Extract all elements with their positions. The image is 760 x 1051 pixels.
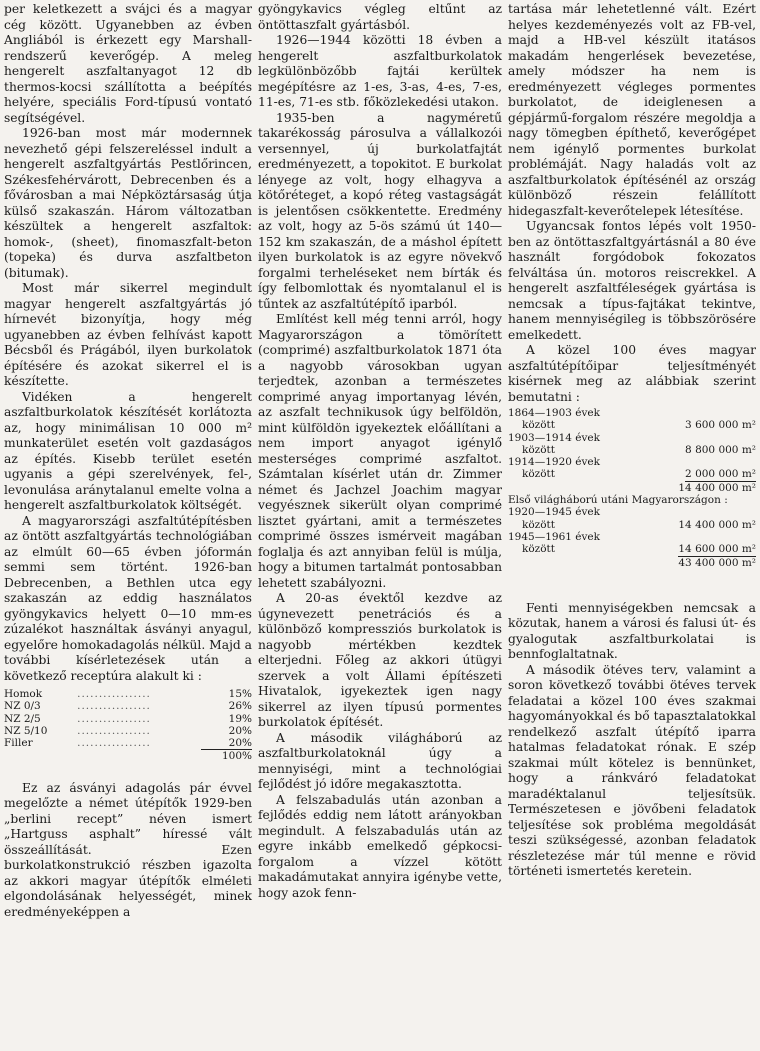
production-statistics xyxy=(508,407,756,569)
paragraph: per keletkezett a svájci és a magyar cég között. Ugyanebben az évben Angliából is érkezett egy Marshall-rendszerű keverőgép. A meleg hengerelt aszfaltanyagot 12 db thermos-kocsi szállította a beépítés helyére, speciális Ford-típusú vontató segítségével. xyxy=(4,2,252,125)
recipe-value: 26% xyxy=(228,700,252,713)
paragraph: Most már sikerrel megindult magyar hengerelt aszfaltgyártás jó hírnevét bizonyítja, hogy még ugyanebben az évben felhívást kapott Bécsből és Prágából, ilyen burkolatok építésére és azokat sikerrel el is készítette. xyxy=(4,281,252,388)
stats-row: között 14 400 000 m² xyxy=(522,518,756,531)
stats-row: között 8 800 000 m² xyxy=(522,443,756,456)
recipe-value: 20% xyxy=(228,724,252,737)
recipe-total: 100% xyxy=(201,750,252,763)
recipe-row: NZ 2/5 ................. 19% xyxy=(4,712,252,725)
stats-value: 14 600 000 m² xyxy=(678,543,756,556)
recipe-row: NZ 0/3 ................. 26% xyxy=(4,700,252,713)
recipe-total-row xyxy=(4,750,252,763)
paragraph: Ugyancsak fontos lépés volt 1950-ben az öntöttaszfaltgyártásnál a 80 éve használt forgódobok fokozatos felváltása ún. motoros reiscrekkel. A hengerelt aszfaltféleségek gyártása is nemcsak a típus-fajtákat tekintve, hanem mennyiségileg is többszörösére emelkedett. xyxy=(508,219,756,342)
stats-row: között 14 600 000 m² xyxy=(522,543,756,556)
paragraph: A felszabadulás után azonban a fejlődés eddig nem látott arányokban megindult. A felszabadulás után az egyre inkább emelkedő gépkocsi-forgalom a vízzel kötött makadámutakat annyira igénybe vette, hogy azok fenn- xyxy=(258,792,502,900)
stats-period: 1903—1914 évek xyxy=(508,431,601,444)
paragraph: A közel 100 éves magyar aszfaltútépítőipar teljesítményét kisérnek meg az alábbiak szerint bemutatni : xyxy=(508,343,756,404)
stats-period: 1914—1920 évek xyxy=(508,456,601,469)
recipe-name: Homok xyxy=(4,688,43,700)
paragraph: Említést kell még tenni arról, hogy Magyarországon a tömörített (comprimé) aszfaltburkolatok 1871 óta a nagyobb városokban ugyan terjedtek, azonban a természetes comprimé anyag importanyag lévén, az aszfalt technikusok úgy belföldön, mint külföldön igyekeztek előállítani a nem import anyagot igénylő mesterséges comprimé aszfaltot. Számtalan kísérlet után dr. Zimmer német és Jachzel Joachim magyar vegyésznek sikerült olyan comprimé lisztet gyártani, amit a természetes comprimé összes ismérveit magában foglalja és azt annyiban felül is múlja, hogy a bitumen tartalmát pontosabban lehetett szabályozni. xyxy=(258,312,502,590)
column-2 xyxy=(258,2,502,901)
stats-subtotal: 14 400 000 m² xyxy=(678,481,756,494)
paragraph: Vidéken a hengerelt aszfaltburkolatok készítését korlátozta az, hogy minimálisan 10 000 m² munkaterület esetén volt gazdaságos az építés. Kisebb terület esetén ugyanis a gépi szerelvények, fel-, levonulása aránytalanul emelte volna a hengerelt aszfaltburkolatok költségét. xyxy=(4,389,252,512)
recipe-value: 19% xyxy=(228,712,252,725)
recipe-value: 20% xyxy=(228,737,252,750)
paragraph: A második világháború az aszfaltburkolatoknál úgy a mennyiségi, mint a technológiai fejlődést jó időre megakasztotta. xyxy=(258,730,502,791)
stats-total-row xyxy=(508,557,756,569)
paragraph: gyöngykavics végleg eltűnt az öntöttaszfalt gyártásból. xyxy=(258,2,502,32)
recipe-value: 15% xyxy=(228,688,252,700)
recipe-name: NZ 5/10 xyxy=(4,724,48,737)
column-1 xyxy=(4,2,252,920)
recipe-row: NZ 5/10 ................. 20% xyxy=(4,724,252,737)
paragraph: Fenti mennyiségekben nemcsak a közutak, hanem a városi és falusi út- és gyalogutak aszfaltburkolatai is bennfoglaltatnak. xyxy=(508,600,756,662)
stats-period: 1864—1903 évek xyxy=(508,407,601,419)
stats-value: 2 000 000 m² xyxy=(685,468,756,481)
stats-period: 1945—1961 évek xyxy=(508,530,601,543)
paragraph: A második ötéves terv, valamint a soron következő további ötéves tervek feladatai a közel 100 éves szakmai hagyományokkal és bő tapasztalatokkal rendelkező aszfalt útépítő iparra hatalmas feladatokat rónak. E szép szakmai múlt kötelez is bennünket, hogy a ránkváró feladatokat maradéktalanul teljesítsük. Természetesen e jövőbeni feladatok teljesítése sok probléma megoldását teszi szükségessé, azonban feladatok részletezése már túl menne e rövid történeti ismertetés keretein. xyxy=(508,662,756,879)
paragraph: A 20-as évektől kezdve az úgynevezett penetrációs és a különböző kompressziós burkolatok is nagyobb mértékben kezdtek elterjedni. Főleg az akkori útügyi szervek a volt Állami építészeti Hivatalok, igyekeztek igen nagy sikerrel az ilyen típusú pormentes burkolatok építését. xyxy=(258,591,502,729)
recipe-row: Filler ................. 20% xyxy=(4,737,252,750)
paragraph: Ez az ásványi adagolás pár évvel megelőzte a német útépítők 1929-ben „berlini recept” néven ismert „Hartguss asphalt” híressé vált összeállítását. Ezen burkolatkonstrukció részben igazolta az akkori magyar útépítők elméleti elgondolásának helyességét, minek eredményeképpen a xyxy=(4,780,252,919)
paragraph: 1926-ban most már modernnek nevezhető gépi felszereléssel indult a hengerelt aszfaltgyártás Pestlőrincen, Székesfehérvárott, Debrecenben és a fővárosban a mai Népköztársaság útja külső szakaszán. Három változatban készültek a hengerelt aszfaltok: homok-, (sheet), finomaszfalt-beton (topeka) és durva aszfaltbeton (bitumak). xyxy=(4,126,252,280)
stats-row: között 2 000 000 m² xyxy=(522,468,756,481)
stats-value: 8 800 000 m² xyxy=(685,443,756,456)
stats-value: 14 400 000 m² xyxy=(678,518,756,531)
stats-section-header: Első világháború utáni Magyarországon : xyxy=(508,494,728,507)
recipe-name: Filler xyxy=(4,737,33,750)
recipe-row: Homok ................. 15% xyxy=(4,688,252,700)
stats-period: 1920—1945 évek xyxy=(508,506,601,519)
paragraph: A magyarországi aszfaltútépítésben az öntött aszfaltgyártás technológiában az elmúlt 60—65 évben jóformán semmi sem történt. 1926-ban Debrecenben, a Bethlen utca egy szakaszán az eddig használatos gyöngykavics helyett 0—10 mm-es zúzalékot használtak ásványi anyagul, egyelőre homokadagolás nélkül. Majd a további kísérletezések után a következő receptúra alakult ki : xyxy=(4,513,253,683)
paragraph: 1935-ben a nagyméretű takarékosság párosulva a vállalkozói versennyel, új burkolatfajtát eredményezett, a topokitot. E burkolat lényege az volt, hogy elhagyva a kötőréteget, a kopó réteg vastagságát is jelentősen csökkentette. Eredmény az volt, hogy az 5-ös számú út 140—152 km szakaszán, de a máshol épített ilyen burkolatok is az egyre növekvő forgalmi terheléseket nem bírták és így felbomlottak és nyomtalanul el is tűntek az aszfaltútépítő iparból. xyxy=(258,110,502,311)
paragraph: 1926—1944 közötti 18 évben a hengerelt aszfaltburkolatok legkülönbözőbb fajtái kerültek megépítésre az 1-es, 3-as, 4-es, 7-es, 11-es, 71-es stb. főközlekedési utakon. xyxy=(258,33,502,109)
column-3 xyxy=(508,2,756,880)
stats-total: 43 400 000 m² xyxy=(678,556,756,569)
recipe-name: NZ 0/3 xyxy=(4,700,41,713)
stats-value: 3 600 000 m² xyxy=(685,419,756,432)
stats-row: között 3 600 000 m² xyxy=(522,419,756,432)
recipe-table xyxy=(4,688,252,763)
stats-subtotal-row xyxy=(508,482,756,494)
recipe-name: NZ 2/5 xyxy=(4,712,41,725)
paragraph: tartása már lehetetlenné vált. Ezért helyes kezdeményezés volt az FB-vel, majd a HB-vel készült itatásos makadám hengerlések bevezetése, amely módszer ha nem is eredményezett végleges pormentes burkolatot, de ideiglenesen a gépjármű-forgalom részére megoldja a nagy tömegben építhető, keverőgépet nem igénylő pormentes burkolat problémáját. Nagy haladás volt az aszfaltburkolatok építésénél az ország különböző részein felállított hidegaszfalt-keverőtelepek létesítése. xyxy=(508,2,756,218)
